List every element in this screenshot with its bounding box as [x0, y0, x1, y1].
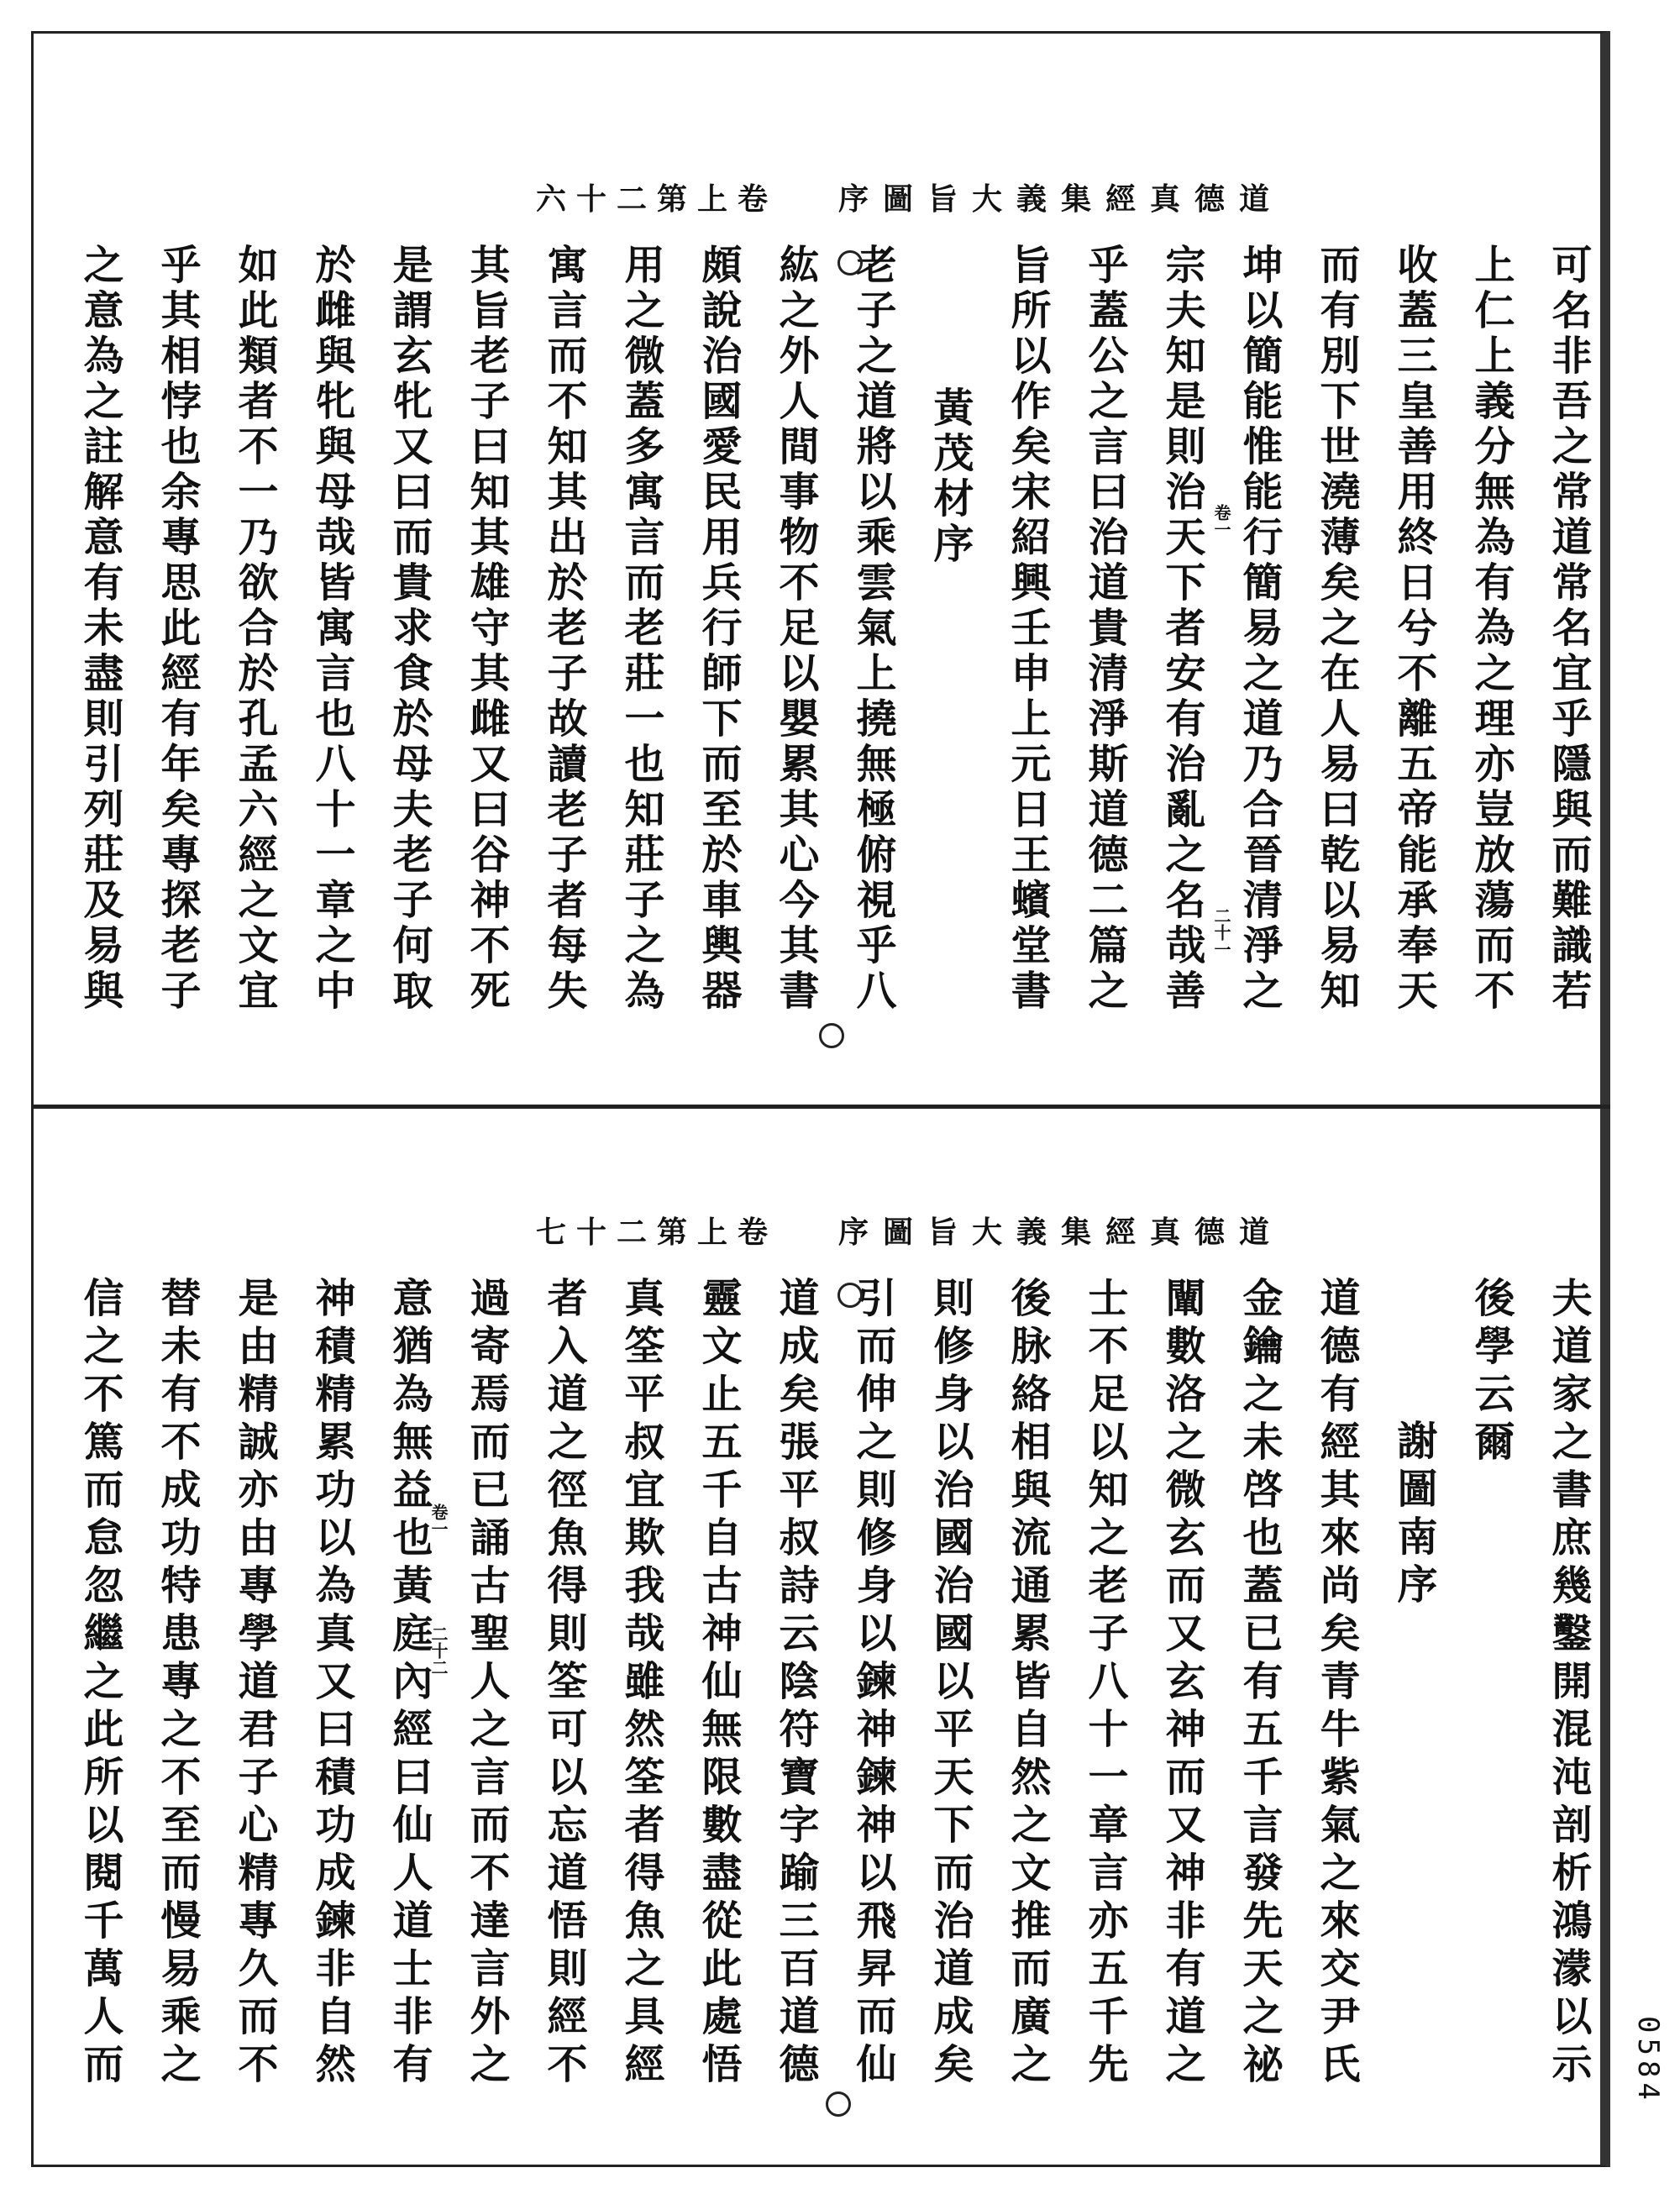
text-column: 其旨老子曰知其雄守其雌又曰谷神不死 — [463, 244, 510, 1015]
section-title: 謝圖南序 — [1390, 1420, 1437, 1611]
text-column: 靈文止五千自古神仙無限數盡從此處悟 — [695, 1277, 742, 2091]
text-column: 而有別下世澆薄矣之在人易曰乾以易知 — [1313, 244, 1360, 1015]
header-title: 道德真經集義大旨圖序 — [837, 1215, 1284, 1250]
text-column: 乎蓋公之言曰治道貴清淨斯道德二篇之 — [1081, 244, 1128, 1015]
text-column: 神積精累功以為真又曰積功成鍊非自然 — [308, 1277, 355, 2091]
text-column: 道成矣張平叔詩云陰符寶字踰三百道德 — [772, 1277, 819, 2091]
circle-mark-icon — [819, 1023, 844, 1048]
panel-divider — [31, 1105, 1610, 1109]
text-column: 是由精誠亦由專學道君子心精專久而不 — [231, 1277, 278, 2091]
text-column: 頗說治國愛民用兵行師下而至於車輿器 — [695, 244, 742, 1015]
section-title: 黃茂材序 — [927, 386, 974, 568]
text-column: 可名非吾之常道常名宜乎隱與而難識若 — [1545, 244, 1592, 1015]
margin-note: 卷一 — [428, 1504, 449, 1537]
text-column: 者入道之徑魚得則筌可以忘道悟則經不 — [540, 1277, 587, 2091]
text-column: 意猶為無益也黃庭內經曰仙人道士非有 — [386, 1277, 433, 2091]
text-column: 後學云爾 — [1467, 1277, 1515, 1468]
text-column: 金鑰之未啓也蓋已有五千言發先天之祕 — [1236, 1277, 1283, 2091]
text-column: 信之不篤而怠忽繼之此所以閱千萬人而 — [76, 1277, 123, 2091]
circle-mark-icon — [837, 1283, 863, 1308]
text-column: 上仁上義分無為有為之理亦豈放蕩而不 — [1467, 244, 1515, 1015]
text-column: 道德有經其來尚矣青牛紫氣之來交尹氏 — [1313, 1277, 1360, 2091]
text-column: 寓言而不知其出於老子故讀老子者每失 — [540, 244, 587, 1015]
text-column: 引而伸之則修身以鍊神鍊神以飛昇而仙 — [849, 1277, 896, 2091]
circle-mark-icon — [837, 250, 863, 276]
text-column: 乎其相悖也余專思此經有年矣專探老子 — [154, 244, 201, 1015]
text-column: 替未有不成功特患專之不至而慢易乘之 — [154, 1277, 201, 2091]
text-column: 是謂玄牝又曰而貴求食於母夫老子何取 — [386, 244, 433, 1015]
text-column: 過寄焉而已誦古聖人之言而不達言外之 — [463, 1277, 510, 2091]
margin-note: 卷一 — [1211, 504, 1231, 538]
text-column: 闡數洛之微玄而又玄神而又神非有道之 — [1158, 1277, 1205, 2091]
page-header — [536, 1211, 1284, 1253]
text-column: 旨所以作矣宋紹興壬申上元日王蠙堂書 — [1004, 244, 1051, 1015]
text-column: 紘之外人間事物不足以嬰累其心今其書 — [772, 244, 819, 1015]
text-column: 坤以簡能惟能行簡易之道乃合晉清淨之 — [1236, 244, 1283, 1015]
text-column: 後脉絡相與流通累皆自然之文推而廣之 — [1004, 1277, 1051, 2091]
text-column: 夫道家之書庶幾鑿開混沌剖析鴻濛以示 — [1545, 1277, 1592, 2091]
header-volume: 卷上第二十六 — [536, 181, 779, 217]
page-header — [536, 178, 1284, 220]
text-column: 用之微蓋多寓言而老莊一也知莊子之為 — [617, 244, 664, 1015]
margin-note: 二十一 — [1211, 907, 1231, 958]
header-volume: 卷上第二十七 — [536, 1215, 779, 1250]
text-column: 如此類者不一乃欲合於孔孟六經之文宜 — [231, 244, 278, 1015]
text-column: 真筌平叔宜欺我哉雖然筌者得魚之具經 — [617, 1277, 664, 2091]
page-number: 0584 — [1631, 2016, 1665, 2105]
text-column: 士不足以知之老子八十一章言亦五千先 — [1081, 1277, 1128, 2091]
header-title: 道德真經集義大旨圖序 — [837, 181, 1284, 217]
text-column: 收蓋三皇善用終日兮不離五帝能承奉天 — [1390, 244, 1437, 1015]
margin-note: 二十二 — [428, 1625, 449, 1676]
text-column: 於雌與牝與母哉皆寓言也八十一章之中 — [308, 244, 355, 1015]
text-column: 之意為之註解意有未盡則引列莊及易與 — [76, 244, 123, 1015]
text-column: 則修身以治國治國以平天下而治道成矣 — [927, 1277, 974, 2091]
text-column: 老子之道將以乘雲氣上撓無極俯視乎八 — [849, 244, 896, 1015]
circle-mark-icon — [826, 2091, 851, 2117]
text-column: 宗夫知是則治天下者安有治亂之名哉善 — [1158, 244, 1205, 1015]
